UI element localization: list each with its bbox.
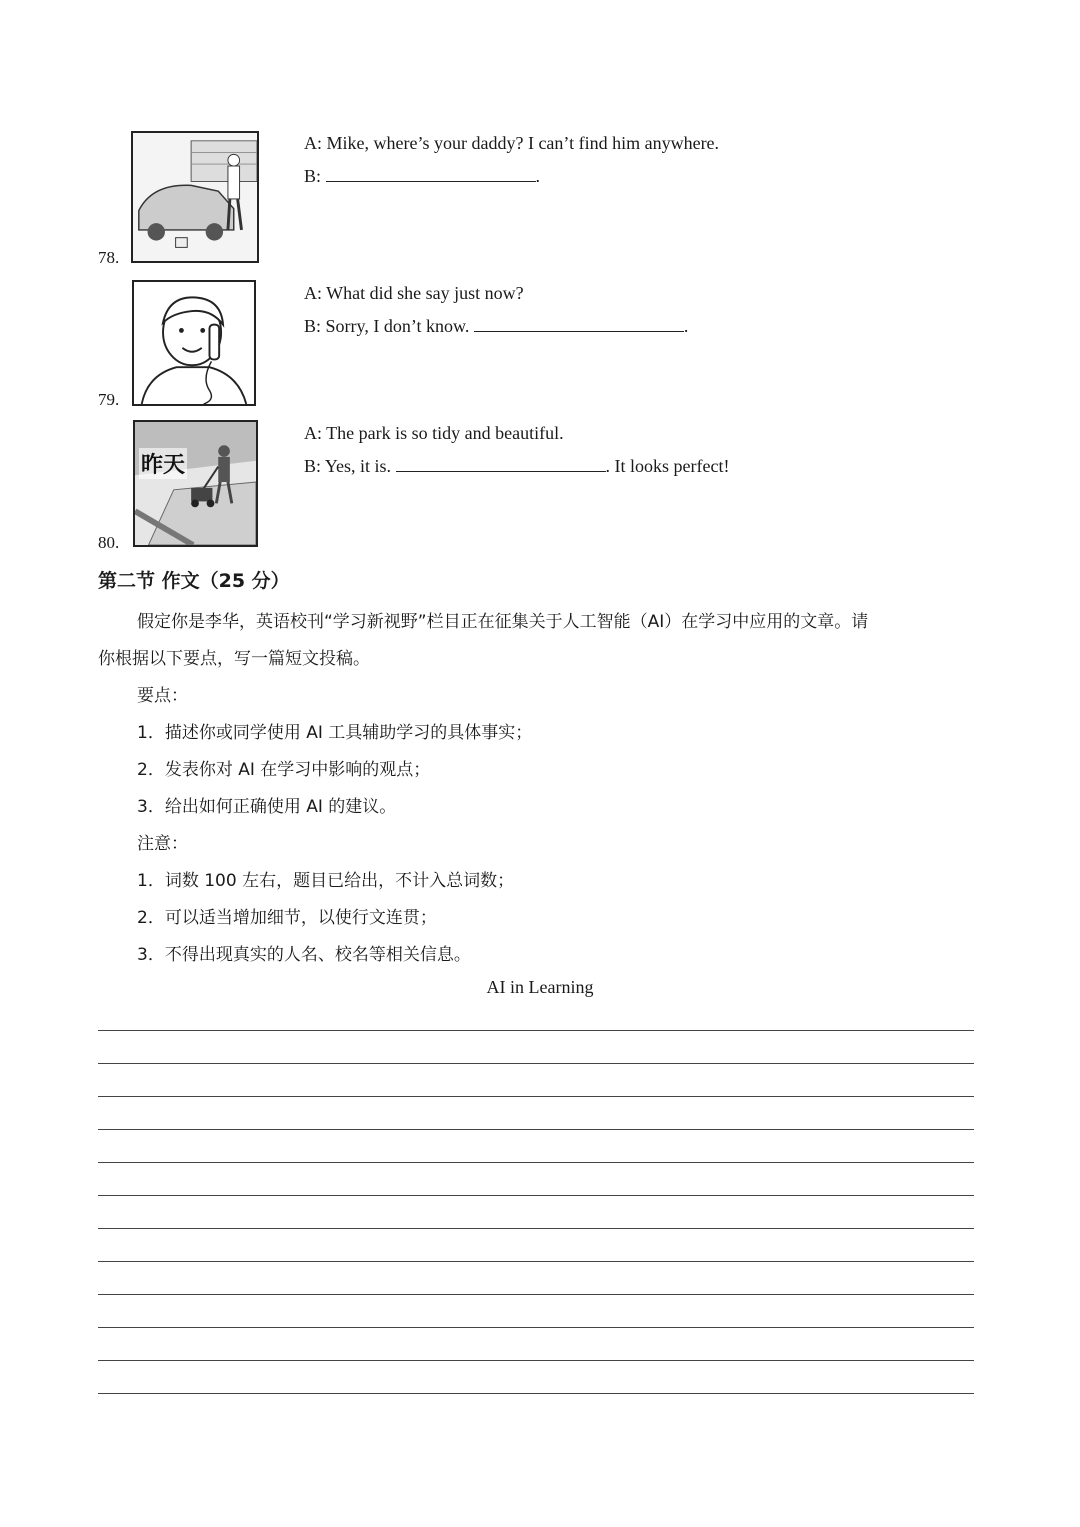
writing-line[interactable] xyxy=(98,1360,974,1361)
picture-78-man-washing-car xyxy=(131,131,259,263)
question-79-dialog xyxy=(304,282,688,337)
note-3: 3．不得出现真实的人名、校名等相关信息。 xyxy=(137,945,471,965)
question-78-line-a: A: Mike, where’s your daddy? I can’t find him anywhere. xyxy=(304,133,720,153)
question-79-line-a: A: What did she say just now? xyxy=(304,283,524,303)
note-1: 1．词数 100 左右，题目已给出，不计入总词数； xyxy=(137,871,515,891)
writing-line[interactable] xyxy=(98,1096,974,1097)
question-78-line-b: B: . xyxy=(304,166,541,186)
answer-blank-80[interactable] xyxy=(396,455,606,472)
car-wash-illustration xyxy=(133,133,257,261)
question-80-line-a: A: The park is so tidy and beautiful. xyxy=(304,423,564,443)
writing-line[interactable] xyxy=(98,1162,974,1163)
question-78-dialog xyxy=(304,132,719,187)
lawn-mowing-illustration xyxy=(135,422,256,545)
point-2: 2．发表你对 AI 在学习中影响的观点； xyxy=(137,760,431,780)
writing-line[interactable] xyxy=(98,1228,974,1229)
writing-line[interactable] xyxy=(98,1129,974,1130)
question-79-line-b: B: Sorry, I don’t know. . xyxy=(304,316,689,336)
points-label: 要点： xyxy=(137,686,188,706)
question-80-dialog xyxy=(304,422,730,477)
question-number-80: 80. xyxy=(98,533,120,552)
phone-call-illustration xyxy=(134,282,254,404)
writing-line[interactable] xyxy=(98,1393,974,1394)
question-80-line-b: B: Yes, it is. . It looks perfect! xyxy=(304,456,730,476)
writing-line[interactable] xyxy=(98,1030,974,1031)
answer-blank-79[interactable] xyxy=(474,315,684,332)
essay-title: AI in Learning xyxy=(486,977,594,997)
writing-line[interactable] xyxy=(98,1063,974,1064)
writing-line[interactable] xyxy=(98,1327,974,1328)
writing-line[interactable] xyxy=(98,1261,974,1262)
picture-80-mowing-lawn xyxy=(133,420,258,547)
writing-line[interactable] xyxy=(98,1294,974,1295)
answer-blank-78[interactable] xyxy=(326,165,536,182)
point-3: 3．给出如何正确使用 AI 的建议。 xyxy=(137,797,397,817)
point-1: 1．描述你或同学使用 AI 工具辅助学习的具体事实； xyxy=(137,723,533,743)
intro-line-1: 假定你是李华，英语校刊“学习新视野”栏目正在征集关于人工智能（AI）在学习中应用的文章。请 xyxy=(137,612,869,632)
note-2: 2．可以适当增加细节，以使行文连贯； xyxy=(137,908,437,928)
intro-line-2: 你根据以下要点，写一篇短文投稿。 xyxy=(98,649,370,669)
section-title: 第二节 作文（25 分） xyxy=(98,570,290,592)
question-number-78: 78. xyxy=(98,248,120,267)
picture-79-boy-on-phone xyxy=(132,280,256,406)
question-number-79: 79. xyxy=(98,390,120,409)
writing-line[interactable] xyxy=(98,1195,974,1196)
picture-80-label: 昨天 xyxy=(139,448,187,479)
notes-label: 注意： xyxy=(137,834,188,854)
